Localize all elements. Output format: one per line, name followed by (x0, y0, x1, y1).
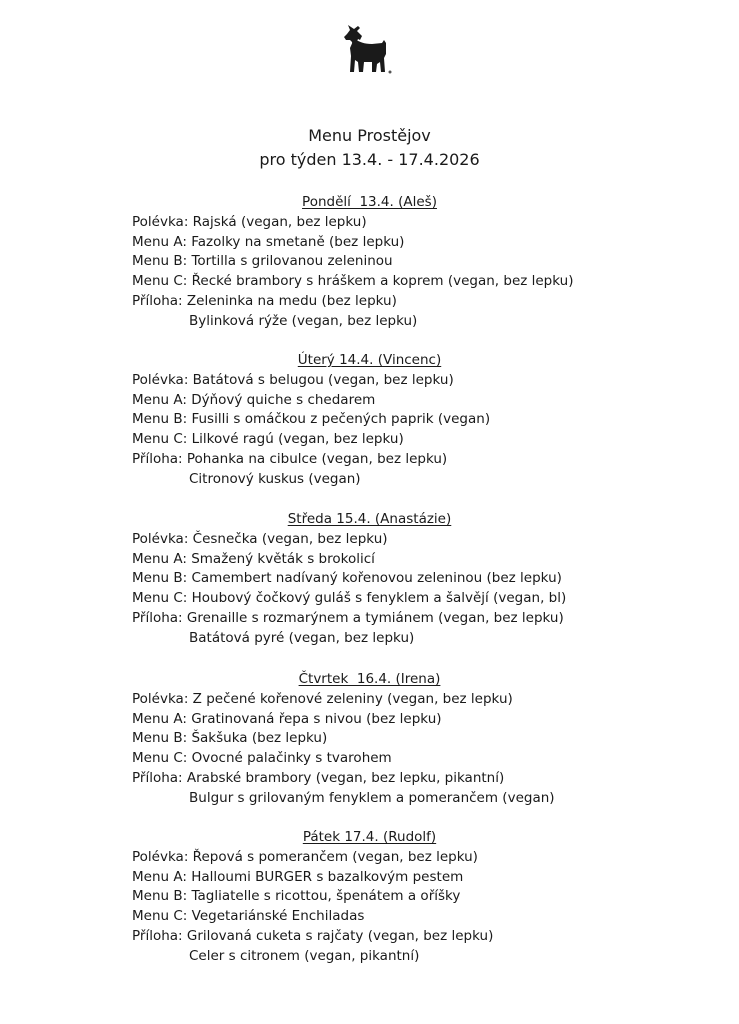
menu-item-row (0, 947, 739, 967)
day-heading-wrap (0, 351, 739, 371)
day-section (0, 670, 739, 809)
menu-title: Menu Prostějov (308, 126, 431, 145)
menu-item-label: Polévka: (132, 690, 189, 707)
menu-item-label: Menu A: (132, 233, 187, 250)
menu-item-text (132, 690, 513, 710)
menu-item-label: Polévka: (132, 371, 189, 388)
menu-item-row (0, 530, 739, 550)
menu-item-text (132, 609, 564, 629)
menu-item-text (132, 769, 504, 789)
menu-item-row (0, 213, 739, 233)
menu-item-value: Tagliatelle s ricottou, špenátem a oříšky (191, 888, 461, 905)
menu-item-value: Řecké brambory s hráškem a koprem (vegan, bez lepku) (191, 273, 574, 290)
menu-item-value: Smažený květák s brokolicí (191, 550, 375, 567)
menu-item-row (0, 690, 739, 710)
menu-item-value: Gratinovaná řepa s nivou (bez lepku) (191, 710, 442, 727)
menu-item-label: Menu B: (132, 253, 188, 270)
menu-item-text: Celer s citronem (vegan, pikantní) (189, 947, 420, 964)
day-section (0, 510, 739, 649)
menu-item-label: Příloha: (132, 609, 183, 626)
menu-item-text: Citronový kuskus (vegan) (189, 470, 361, 487)
goat-icon (336, 20, 400, 78)
menu-item-label: Menu B: (132, 411, 188, 428)
menu-item-row (0, 789, 739, 809)
menu-item-row (0, 629, 739, 649)
menu-item-label: Menu C: (132, 273, 188, 290)
menu-item-text (132, 410, 490, 430)
menu-item-value: Arabské brambory (vegan, bez lepku, pikantní) (186, 769, 505, 786)
menu-item-text (132, 272, 573, 292)
menu-item-label: Polévka: (132, 848, 189, 865)
menu-item-label: Menu C: (132, 750, 188, 767)
menu-item-row (0, 252, 739, 272)
menu-item-label: Příloha: (132, 450, 183, 467)
menu-item-row (0, 887, 739, 907)
menu-item-label: Menu C: (132, 590, 188, 607)
day-heading: Středa 15.4. (Anastázie) (287, 511, 452, 527)
menu-item-row (0, 430, 739, 450)
menu-item-value: Dýňový quiche s chedarem (191, 391, 376, 408)
menu-item-value: Šakšuka (bez lepku) (191, 730, 328, 747)
menu-item-row (0, 609, 739, 629)
menu-item-text: Bylinková rýže (vegan, bez lepku) (189, 312, 418, 329)
menu-item-row (0, 470, 739, 490)
menu-item-row (0, 927, 739, 947)
menu-item-text (132, 887, 460, 907)
menu-item-row (0, 272, 739, 292)
menu-item-value: Fazolky na smetaně (bez lepku) (191, 233, 405, 250)
menu-item-value: Pohanka na cibulce (vegan, bez lepku) (186, 450, 448, 467)
menu-item-row (0, 729, 739, 749)
menu-item-text (132, 729, 327, 749)
menu-item-row (0, 907, 739, 927)
menu-item-text (132, 848, 478, 868)
menu-item-text (132, 749, 392, 769)
menu-item-text (132, 430, 404, 450)
menu-item-row (0, 292, 739, 312)
menu-item-row (0, 550, 739, 570)
menu-item-text (132, 589, 566, 609)
menu-item-text (132, 233, 404, 253)
menu-item-text (132, 252, 393, 272)
menu-item-value: Zeleninka na medu (bez lepku) (186, 292, 397, 309)
menu-item-value: Z pečené kořenové zeleniny (vegan, bez lepku) (192, 690, 513, 707)
menu-item-value: Halloumi BURGER s bazalkovým pestem (191, 868, 464, 885)
day-heading: Pátek 17.4. (Rudolf) (302, 829, 437, 845)
menu-item-text (132, 371, 454, 391)
menu-item-label: Příloha: (132, 769, 183, 786)
menu-item-label: Menu B: (132, 888, 188, 905)
menu-item-text: Batátová pyré (vegan, bez lepku) (189, 629, 415, 646)
menu-item-row (0, 569, 739, 589)
menu-item-text: Bulgur s grilovaným fenyklem a pomerančem (vegan) (189, 789, 555, 806)
menu-item-value: Fusilli s omáčkou z pečených paprik (vegan) (191, 411, 491, 428)
menu-item-text (132, 569, 562, 589)
day-section (0, 193, 739, 332)
day-heading: Pondělí 13.4. (Aleš) (302, 194, 437, 210)
day-heading-wrap (0, 828, 739, 848)
menu-item-label: Menu A: (132, 550, 187, 567)
menu-item-row (0, 868, 739, 888)
menu-item-row (0, 769, 739, 789)
menu-item-value: Česnečka (vegan, bez lepku) (192, 530, 388, 547)
menu-item-label: Menu B: (132, 570, 188, 587)
day-section (0, 828, 739, 967)
menu-item-text (132, 292, 397, 312)
menu-item-row (0, 233, 739, 253)
menu-item-label: Menu B: (132, 730, 188, 747)
menu-item-row (0, 749, 739, 769)
menu-item-row (0, 450, 739, 470)
menu-item-value: Grenaille s rozmarýnem a tymiánem (vegan, bez lepku) (186, 609, 564, 626)
menu-item-value: Camembert nadívaný kořenovou zeleninou (bez lepku) (191, 570, 562, 587)
menu-item-row (0, 312, 739, 332)
menu-item-value: Řepová s pomerančem (vegan, bez lepku) (192, 848, 478, 865)
menu-item-text (132, 710, 442, 730)
menu-item-value: Rajská (vegan, bez lepku) (192, 213, 367, 230)
menu-item-value: Vegetariánské Enchiladas (191, 908, 365, 925)
menu-item-value: Grilovaná cuketa s rajčaty (vegan, bez lepku) (186, 927, 494, 944)
menu-item-label: Menu A: (132, 710, 187, 727)
menu-item-row (0, 589, 739, 609)
menu-item-row (0, 371, 739, 391)
menu-item-label: Menu A: (132, 391, 187, 408)
menu-item-text (132, 530, 388, 550)
menu-item-text (132, 213, 367, 233)
day-heading: Úterý 14.4. (Vincenc) (297, 352, 442, 368)
menu-item-label: Menu A: (132, 868, 187, 885)
day-heading: Čtvrtek 16.4. (Irena) (298, 671, 441, 687)
menu-item-label: Menu C: (132, 431, 188, 448)
menu-item-label: Příloha: (132, 927, 183, 944)
menu-item-value: Ovocné palačinky s tvarohem (191, 750, 392, 767)
day-heading-wrap (0, 670, 739, 690)
menu-item-label: Příloha: (132, 292, 183, 309)
menu-item-text (132, 868, 463, 888)
goat-logo (336, 20, 400, 78)
menu-item-text (132, 550, 375, 570)
menu-item-text (132, 907, 364, 927)
menu-item-label: Polévka: (132, 530, 189, 547)
menu-item-text (132, 391, 375, 411)
day-heading-wrap (0, 193, 739, 213)
day-section (0, 351, 739, 490)
menu-item-label: Polévka: (132, 213, 189, 230)
menu-item-value: Houbový čočkový guláš s fenyklem a šalvějí (vegan, bl) (191, 590, 567, 607)
menu-item-row (0, 848, 739, 868)
menu-item-label: Menu C: (132, 908, 188, 925)
menu-item-row (0, 710, 739, 730)
day-heading-wrap (0, 510, 739, 530)
menu-item-value: Lilkové ragú (vegan, bez lepku) (191, 431, 404, 448)
menu-subtitle: pro týden 13.4. - 17.4.2026 (259, 150, 480, 169)
menu-item-value: Tortilla s grilovanou zeleninou (191, 253, 393, 270)
menu-item-text (132, 927, 493, 947)
menu-item-text (132, 450, 447, 470)
menu-item-row (0, 410, 739, 430)
menu-item-value: Batátová s belugou (vegan, bez lepku) (192, 371, 454, 388)
menu-item-row (0, 391, 739, 411)
